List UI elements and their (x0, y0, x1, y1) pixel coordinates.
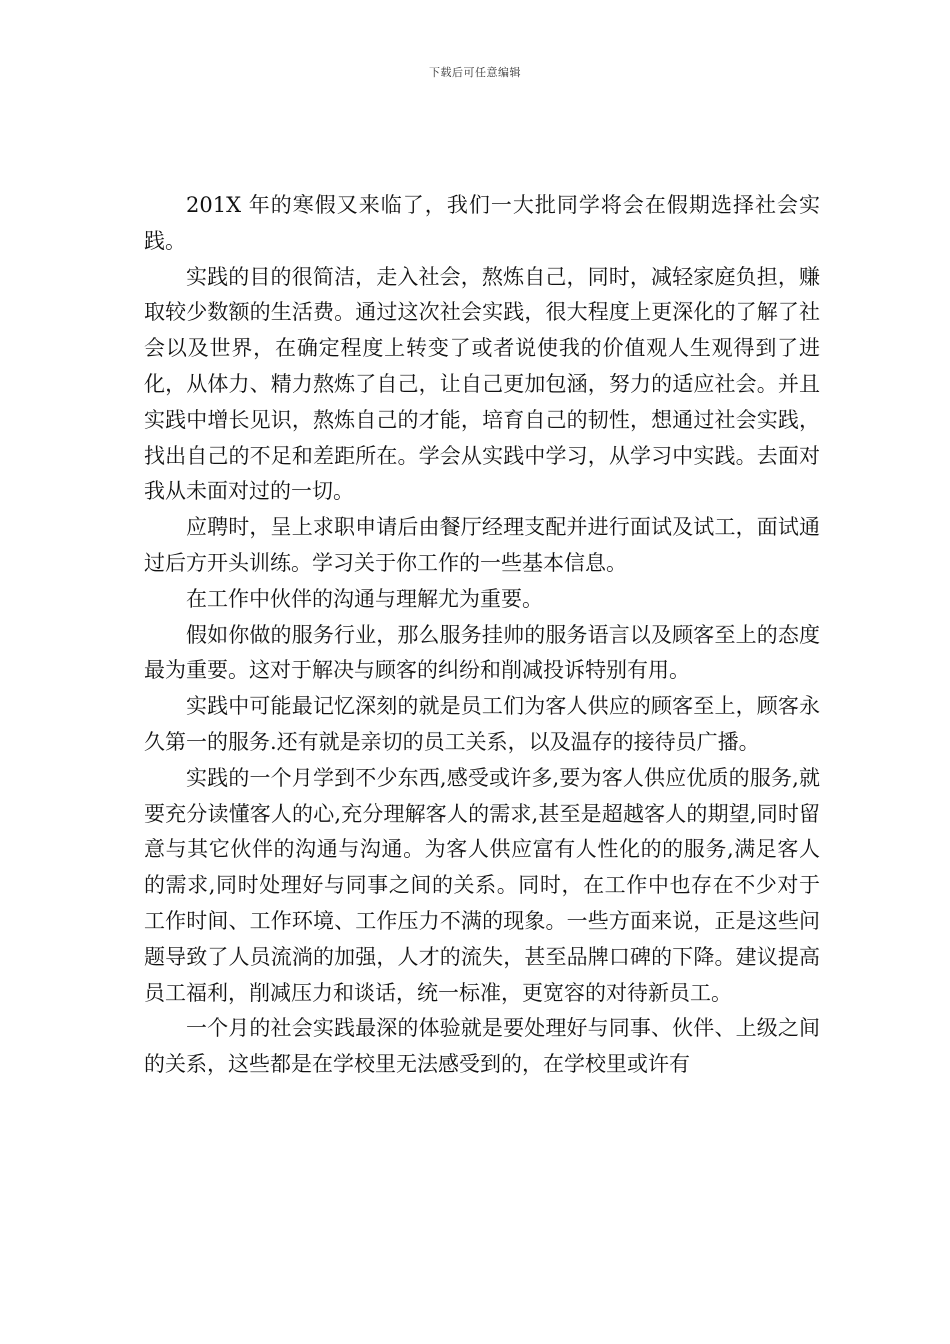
paragraph-4: 在工作中伙伴的沟通与理解尤为重要。 (186, 586, 543, 611)
paragraph-2: 实践的目的很简洁，走入社会，熬炼自己，同时，减轻家庭负担，赚取较少数额的生活费。通过这次社会实践，很大程度上更深化的了解了社会以及世界，在确定程度上转变了或者说使我的价值观人生观得到了进化，从体力、精力熬炼了自己，让自己更加包涵，努力的适应社会。并且实践中增长见识，熬炼自己的才能，培育自己的韧性，想通过社会实践，找出自己的不足和差距所在。学会从实践中学习，从学习中实践。去面对我从未面对过的一切。 (144, 264, 820, 504)
paragraph-7: 实践的一个月学到不少东西,感受或许多,要为客人供应优质的服务,就要充分读懂客人的心,充分理解客人的需求,甚至是超越客人的期望,同时留意与其它伙伴的沟通与沟通。为客人供应富有人性化的的服务,满足客人的需求,同时处理好与同事之间的关系。同时，在工作中也存在不少对于工作时间、工作环境、工作压力不满的现象。一些方面来说，正是这些问题导致了人员流淌的加强，人才的流失，甚至品牌口碑的下降。建议提高员工福利，削减压力和谈话，统一标准，更宽容的对待新员工。 (144, 765, 820, 1005)
paragraph-8: 一个月的社会实践最深的体验就是要处理好与同事、伙伴、上级之间的关系，这些都是在学校里无法感受到的，在学校里或许有 (144, 1016, 820, 1077)
document-body (144, 188, 820, 1083)
paragraph-5: 假如你做的服务行业，那么服务挂帅的服务语言以及顾客至上的态度最为重要。这对于解决与顾客的纠纷和削减投诉特别有用。 (144, 622, 820, 683)
paragraph-1: 201X 年的寒假又来临了，我们一大批同学将会在假期选择社会实践。 (144, 193, 820, 253)
page-header: 下载后可任意编辑 (429, 66, 521, 79)
paragraph-6: 实践中可能最记忆深刻的就是员工们为客人供应的顾客至上，顾客永久第一的服务.还有就是亲切的员工关系，以及温存的接待员广播。 (144, 694, 820, 754)
paragraph-3: 应聘时，呈上求职申请后由餐厅经理支配并进行面试及试工，面试通过后方开头训练。学习关于你工作的一些基本信息。 (144, 515, 820, 575)
